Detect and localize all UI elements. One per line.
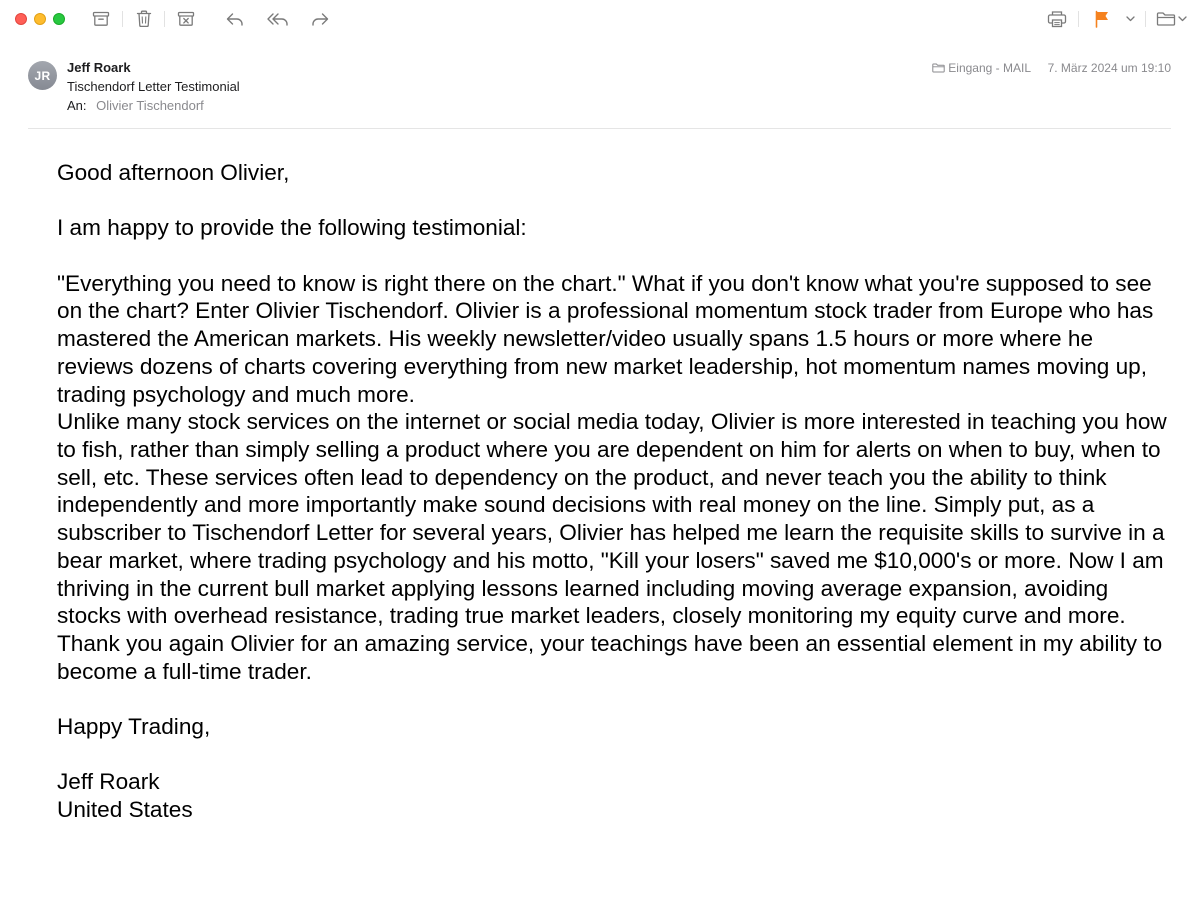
body-paragraph: Unlike many stock services on the internet or social media today, Olivier is more interested in teaching you how to fish, rather than simply selling a product where you are dependent on him for alerts on when to buy, when to sell, etc. These services often lead to dependency on the product, and never teach you the ability to think independently and more importantly make sound decisions with real money on the line. Simply put, as a subscriber to Tischendorf Letter for several years, Olivier has helped me learn the requisite skills to survive in a bear market, where trading psychology and his motto, "Kill your losers" saved me $10,000's or more. Now I am thriving in the current bull market applying lessons learned including moving average expansion, avoiding stocks with overhead resistance, trading true market leaders, closely monitoring my equity curve and more. Thank you again Olivier for an amazing service, your teachings have been an essential element in my ability to become a full-time trader. — [57, 409, 1167, 684]
body-paragraph: "Everything you need to know is right there on the chart." What if you don't know what you're supposed to see on the chart? Enter Olivier Tischendorf. Olivier is a professional momentum stock trader from Europe who has mastered the American markets. His weekly newsletter/video usually spans 1.5 hours or more where he reviews dozens of charts covering everything from new market leadership, hot momentum names moving up, trading psychology and much more. — [57, 270, 1154, 407]
archive-icon — [92, 11, 110, 27]
forward-button[interactable] — [308, 8, 332, 30]
archive-button[interactable] — [90, 8, 112, 30]
close-window-button[interactable] — [15, 13, 27, 25]
toolbar-separator — [1078, 11, 1079, 27]
trash-icon — [136, 10, 152, 28]
zoom-window-button[interactable] — [53, 13, 65, 25]
mailbox-name: Eingang - MAIL — [948, 61, 1031, 75]
toolbar-separator — [164, 11, 165, 27]
flag-menu-button[interactable] — [1124, 8, 1136, 30]
message-body — [57, 159, 1167, 824]
folder-icon — [932, 63, 945, 73]
blank-line — [57, 187, 1167, 215]
header-divider — [28, 128, 1171, 129]
sender-name[interactable]: Jeff Roark — [67, 60, 131, 75]
to-label: An: — [67, 98, 87, 113]
closing: Happy Trading, — [57, 714, 211, 740]
reply-button[interactable] — [223, 8, 247, 30]
delete-button[interactable] — [133, 8, 155, 30]
message-subject: Tischendorf Letter Testimonial — [67, 79, 240, 94]
junk-icon — [177, 11, 195, 27]
message-date: 7. März 2024 um 19:10 — [1047, 61, 1171, 75]
print-button[interactable] — [1046, 8, 1068, 30]
mailbox-label[interactable] — [932, 61, 1031, 75]
reply-icon — [225, 11, 245, 27]
signature-location: United States — [57, 797, 193, 823]
intro-line: I am happy to provide the following testimonial: — [57, 215, 527, 241]
print-icon — [1047, 10, 1067, 28]
blank-line — [57, 685, 1167, 713]
folder-icon — [1156, 11, 1176, 27]
forward-icon — [310, 11, 330, 27]
toolbar-separator — [122, 11, 123, 27]
flag-button[interactable] — [1091, 8, 1113, 30]
toolbar-separator — [1145, 11, 1146, 27]
move-to-folder-button[interactable] — [1155, 8, 1187, 30]
toolbar — [0, 0, 1200, 38]
avatar: JR — [28, 61, 57, 90]
recipient-name[interactable]: Olivier Tischendorf — [96, 98, 204, 113]
chevron-down-icon — [1178, 16, 1187, 22]
blank-line — [57, 741, 1167, 769]
recipient-row — [67, 98, 204, 113]
reply-all-icon — [266, 11, 290, 27]
greeting: Good afternoon Olivier, — [57, 160, 290, 185]
flag-icon — [1094, 10, 1110, 28]
chevron-down-icon — [1126, 16, 1135, 22]
minimize-window-button[interactable] — [34, 13, 46, 25]
junk-button[interactable] — [175, 8, 197, 30]
signature-name: Jeff Roark — [57, 769, 160, 795]
reply-all-button[interactable] — [265, 8, 291, 30]
blank-line — [57, 242, 1167, 270]
